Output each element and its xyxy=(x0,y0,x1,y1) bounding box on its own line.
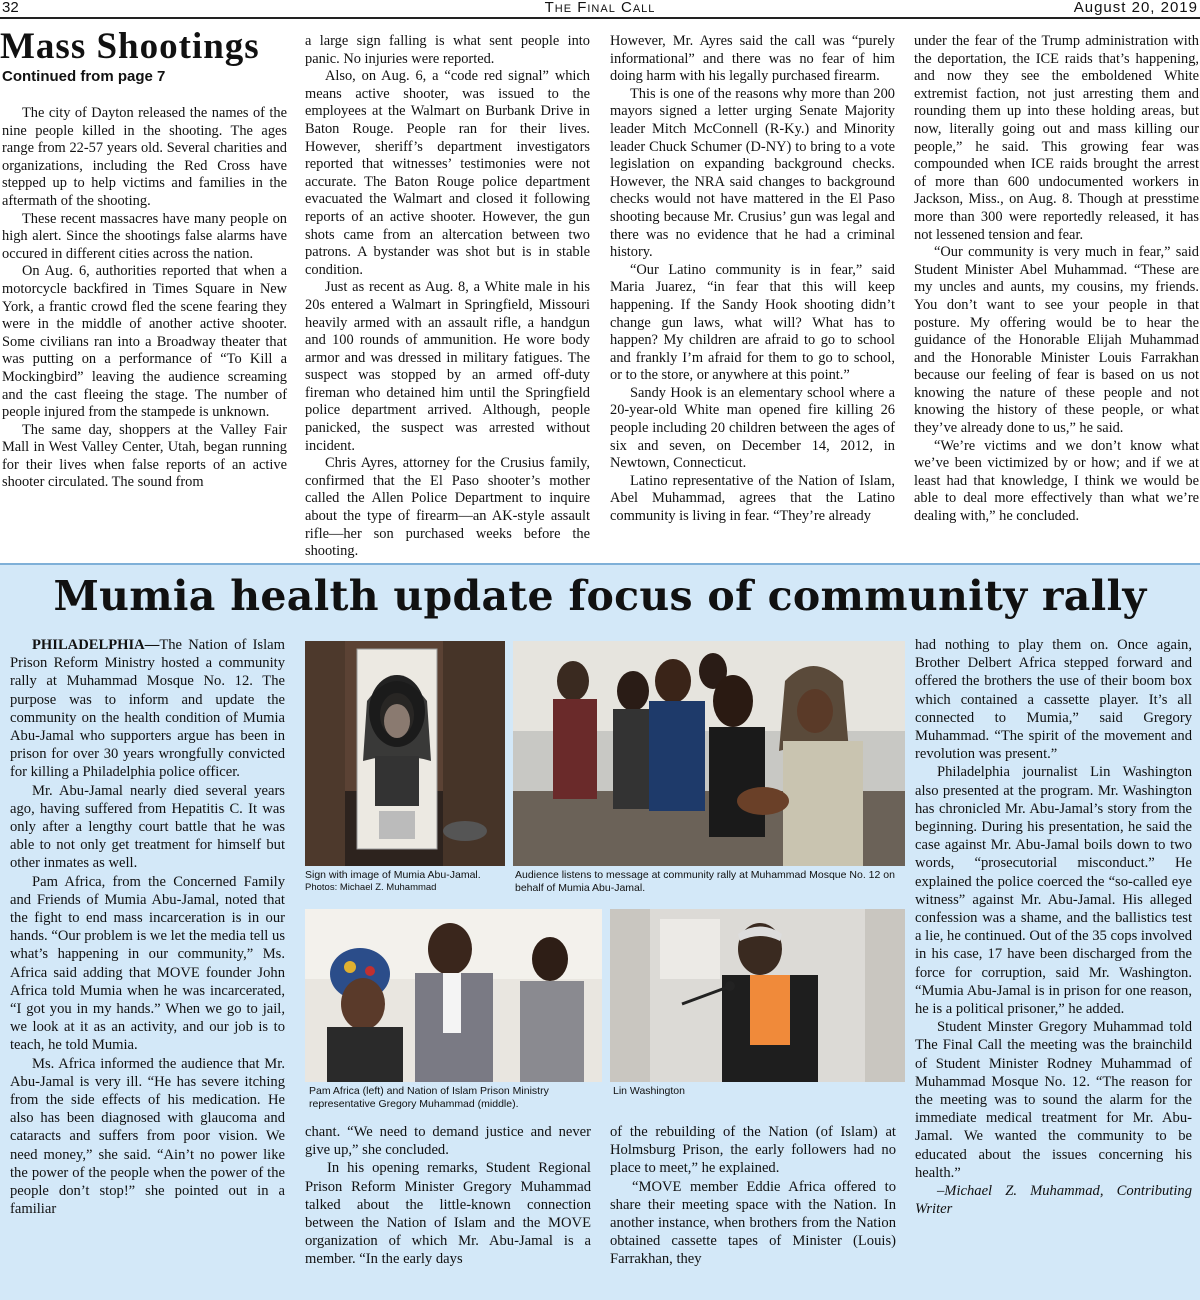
sign-photo-caption xyxy=(305,869,510,894)
lin-washington-caption: Lin Washington xyxy=(613,1085,685,1097)
page-number: 32 xyxy=(2,0,19,16)
lin-washington-photo-image xyxy=(610,909,905,1082)
mumia-headline: Mumia health update focus of community rally xyxy=(53,572,1147,620)
paragraph: Pam Africa, from the Concerned Family and Friends of Mumia Abu-Jamal, noted that the fight to end mass incarceration is in our hands. “Our problem is we let the media tell us what’s happening in our community,” Ms. Africa said adding that MOVE founder John Africa told Mumia when he was incarcerated, “I got you in my hands.” When we go to jail, we look at it as an activity, and our job is to teach, he told Mumia. xyxy=(10,873,285,1054)
paragraph: Student Minster Gregory Muhammad told The Final Call the meeting was the brainchild of Student Minister Rodney Muhammad of Muhammad Mosque No. 12. “The reason for the meeting was to sound the alarm for the immediate medical treatment for Mr. Abu-Jamal. We wanted the community to be educated about the issues concerning his health.” xyxy=(915,1019,1192,1181)
byline: –Michael Z. Muhammad, Contributing Writer xyxy=(915,1183,1192,1218)
paragraph: These recent massacres have many people on high alert. Since the shootings false alarms have occured in different cities across the nation. xyxy=(2,210,287,262)
paragraph: This is one of the reasons why more than 200 mayors signed a letter urging Senate Majority leader Mitch McConnell (R-Ky.) and Minority leader Chuck Schumer (D-NY) to bring to a vote legislation on expanding background checks. However, the NRA said changes to background checks would not have mattered in the El Paso shooting because Mr. Crusius’ gun was legal and there was no evidence that he had a criminal history. xyxy=(610,85,895,261)
paragraph: However, Mr. Ayres said the call was “purely informational” and there was no fear of him doing harm with his legally purchased firearm. xyxy=(610,33,895,85)
paragraph: In his opening remarks, Student Regional Prison Reform Minister Gregory Muhammad talked about the little-known connection between the Nation of Islam and the MOVE organization of which Mr. Abu-Jamal is a member. “In the early days xyxy=(305,1160,591,1268)
paragraph: “We’re victims and we don’t know what we’ve been victimized by or how; and if we at least had that knowledge, I think we would be able to deal more effectively than what we’re dealing with,” he concluded. xyxy=(914,437,1199,525)
paragraph: On Aug. 6, authorities reported that when a motorcycle backfired in Times Square in New York, a frantic crowd fled the scene fearing they were in the middle of another active shooter. Some civilians ran into a Broadway theater that was putting on a performance of “To Kill a Mockingbird” leaving the audience screaming and the cast fleeing the stage. The number of people injured from the stampede is unknown. xyxy=(2,263,287,421)
paragraph: Latino representative of the Nation of Islam, Abel Muhammad, agrees that the Latino community is living in fear. “They’re already xyxy=(610,472,895,525)
paragraph: of the rebuilding of the Nation (of Islam) at Holmsburg Prison, the early followers had no place to meet,” he explained. xyxy=(610,1124,896,1177)
story1-column-3 xyxy=(610,33,895,526)
paragraph: Mr. Abu-Jamal nearly died several years ago, having suffered from Hepatitis C. It was only after a lengthy court battle that he was able to not only get treatment for himself but other inmates as well. xyxy=(10,782,285,872)
issue-date: August 20, 2019 xyxy=(1073,0,1198,16)
sign-photo-image xyxy=(305,641,505,866)
paragraph: Also, on Aug. 6, a “code red signal” which means active shooter, was issued to the employees at the Walmart on Burbank Drive in Baton Rouge. People ran for their lives. However, sheriff’s department investigators reported that witnesses’ testimonies were not accurate. The Baton Rouge police department evacuated the Walmart and closed it following reports of an active shooter. However, the gun shots came from an altercation between two patrons. A bystander was shot but is in stable condition. xyxy=(305,68,590,278)
paragraph: had nothing to play them on. Once again, Brother Delbert Africa stepped forward and offered the brothers the use of their boom box which contained a cassette player. It’s all connected to Mumia,” said Gregory Muhammad. “The spirit of the movement and revolution was present.” xyxy=(915,637,1192,763)
pam-africa-caption: Pam Africa (left) and Nation of Islam Prison Ministry representative Gregory Muhammad (middle). xyxy=(309,1085,549,1110)
audience-photo-caption: Audience listens to message at community rally at Muhammad Mosque No. 12 on behalf of Mumia Abu-Jamal. xyxy=(515,869,895,894)
paragraph: “Our community is very much in fear,” said Student Minister Abel Muhammad. “These are my uncles and aunts, my cousins, my friends. You don’t want to see your people in that posture. My offering would be to hear the guidance of the Honorable Elijah Muhammad and the Honorable Minister Louis Farrakhan because our feeling of fear is based on us not knowing the nature of these people and not knowing the history of these people, or what they’ve already done to us,” he said. xyxy=(914,244,1199,437)
story2-column-1 xyxy=(10,636,285,1219)
pam-africa-photo xyxy=(305,909,602,1082)
audience-photo-image xyxy=(513,641,905,866)
mass-shootings-headline: Mass Shootings xyxy=(0,26,260,67)
story2-column-4 xyxy=(915,636,1192,1219)
lin-washington-photo xyxy=(610,909,905,1082)
paragraph: “MOVE member Eddie Africa offered to share their meeting space with the Nation. In another instance, when brothers from the Nation obtained cassette tapes of Minister (Louis) Farrakhan, they xyxy=(610,1178,896,1268)
story2-column-3 xyxy=(610,1123,896,1269)
audience-photo xyxy=(513,641,905,866)
sign-photo xyxy=(305,641,505,866)
paragraph: “Our Latino community is in fear,” said Maria Juarez, “in fear that this will keep happening. If the Sandy Hook shooting didn’t change gun laws, what will? What has to happen? My children are afraid to go to school and frankly I’m afraid for them to go to school, or to the store, or anywhere at this point.” xyxy=(610,261,895,384)
paragraph: a large sign falling is what sent people into panic. No injuries were reported. xyxy=(305,33,590,67)
paragraph: Sandy Hook is an elementary school where a 20-year-old White man opened fire killing 26 people including 20 children between the ages of six and seven, on December 14, 2012, in Newtown, Connecticut. xyxy=(610,384,895,472)
photo-credit: Photos: Michael Z. Muhammad xyxy=(305,881,437,893)
paragraph: The Nation of Islam Prison Reform Ministry hosted a community rally at Muhammad Mosque No. 12. The purpose was to inform and update the community on the health condition of Mumia Abu-Jamal who supporters argue has been in prison for over 30 years wrongfully convicted for killing a Philadelphia police officer. xyxy=(10,637,285,781)
paragraph: Philadelphia journalist Lin Washington also presented at the program. Mr. Washington has chronicled Mr. Abu-Jamal’s story from the beginning. During his presentation, he said the case against Mr. Abu-Jamal boils down to two words, “prosecutorial misconduct.” He explained the police coerced the “so-called eye witness” against Mr. Abu-Jamal. His alleged confession was a shame, and the ballistics test a lie, he continued. Out of the 35 cops involved in his case, 17 have been discharged from the force for corruption, said Mr. Washington. “Mumia Abu-Jamal is in prison for one reason, he is a political prisoner,” he added. xyxy=(915,764,1192,1018)
story1-column-2 xyxy=(305,33,590,561)
paragraph: The city of Dayton released the names of the nine people killed in the shooting. The ages range from 22-57 years old. Several charities and organizations, including the Red Cross have stepped up to help victims and families in the aftermath of the shooting. xyxy=(2,105,287,209)
paragraph: under the fear of the Trump administration with the deportation, the ICE raids that’s happening, and now they see the emboldened White extremist faction, not just arresting them and rounding them up into these holding areas, but now, literally going out and mass killing our people,” he said. This growing fear was compounded when ICE raids brought the arrest of more than 600 undocumented workers in Jackson, Miss., on Aug. 8. Though at presstime more than 300 were reportedly released, it has not lessened tension and fear. xyxy=(914,33,1199,243)
continued-kicker: Continued from page 7 xyxy=(2,68,166,85)
page-header xyxy=(0,0,1200,19)
caption-text: Sign with image of Mumia Abu-Jamal. xyxy=(305,869,481,881)
story1-column-4 xyxy=(914,33,1199,526)
story2-column-2 xyxy=(305,1123,591,1269)
paragraph: Just as recent as Aug. 8, a White male in his 20s entered a Walmart in Springfield, Missouri heavily armed with an assault rifle, a handgun and 100 rounds of ammunition. He wore body armor and was dressed in military fatigues. The suspect was stopped by an armed off-duty fireman who detained him until the Springfield police department arrived. Although, people panicked, the suspect was arrested without incident. xyxy=(305,279,590,454)
publication-name: The Final Call xyxy=(544,0,656,16)
paragraph: chant. “We need to demand justice and never give up,” she concluded. xyxy=(305,1124,591,1159)
story1-column-1 xyxy=(2,105,287,492)
pam-africa-photo-image xyxy=(305,909,602,1082)
paragraph: Chris Ayres, attorney for the Crusius family, confirmed that the El Paso shooter’s mother called the Allen Police Department to inquire about the type of firearm—an AK-style assault rifle—her son purchased weeks before the shooting. xyxy=(305,455,590,560)
paragraph: Ms. Africa informed the audience that Mr. Abu-Jamal is very ill. “He has severe itching from the side effects of his medication. He also has been diagnosed with glaucoma and cataracts and suffers from poor vision. We need money,” she said. “Ain’t no power like the power of the people when the power of the people don’t stop!” she pointed out in a familiar xyxy=(10,1055,285,1218)
dateline: PHILADELPHIA— xyxy=(32,637,160,653)
paragraph: The same day, shoppers at the Valley Fair Mall in West Valley Center, Utah, began running for their lives when false reports of an active shooter circulated. The sound from xyxy=(2,421,287,491)
